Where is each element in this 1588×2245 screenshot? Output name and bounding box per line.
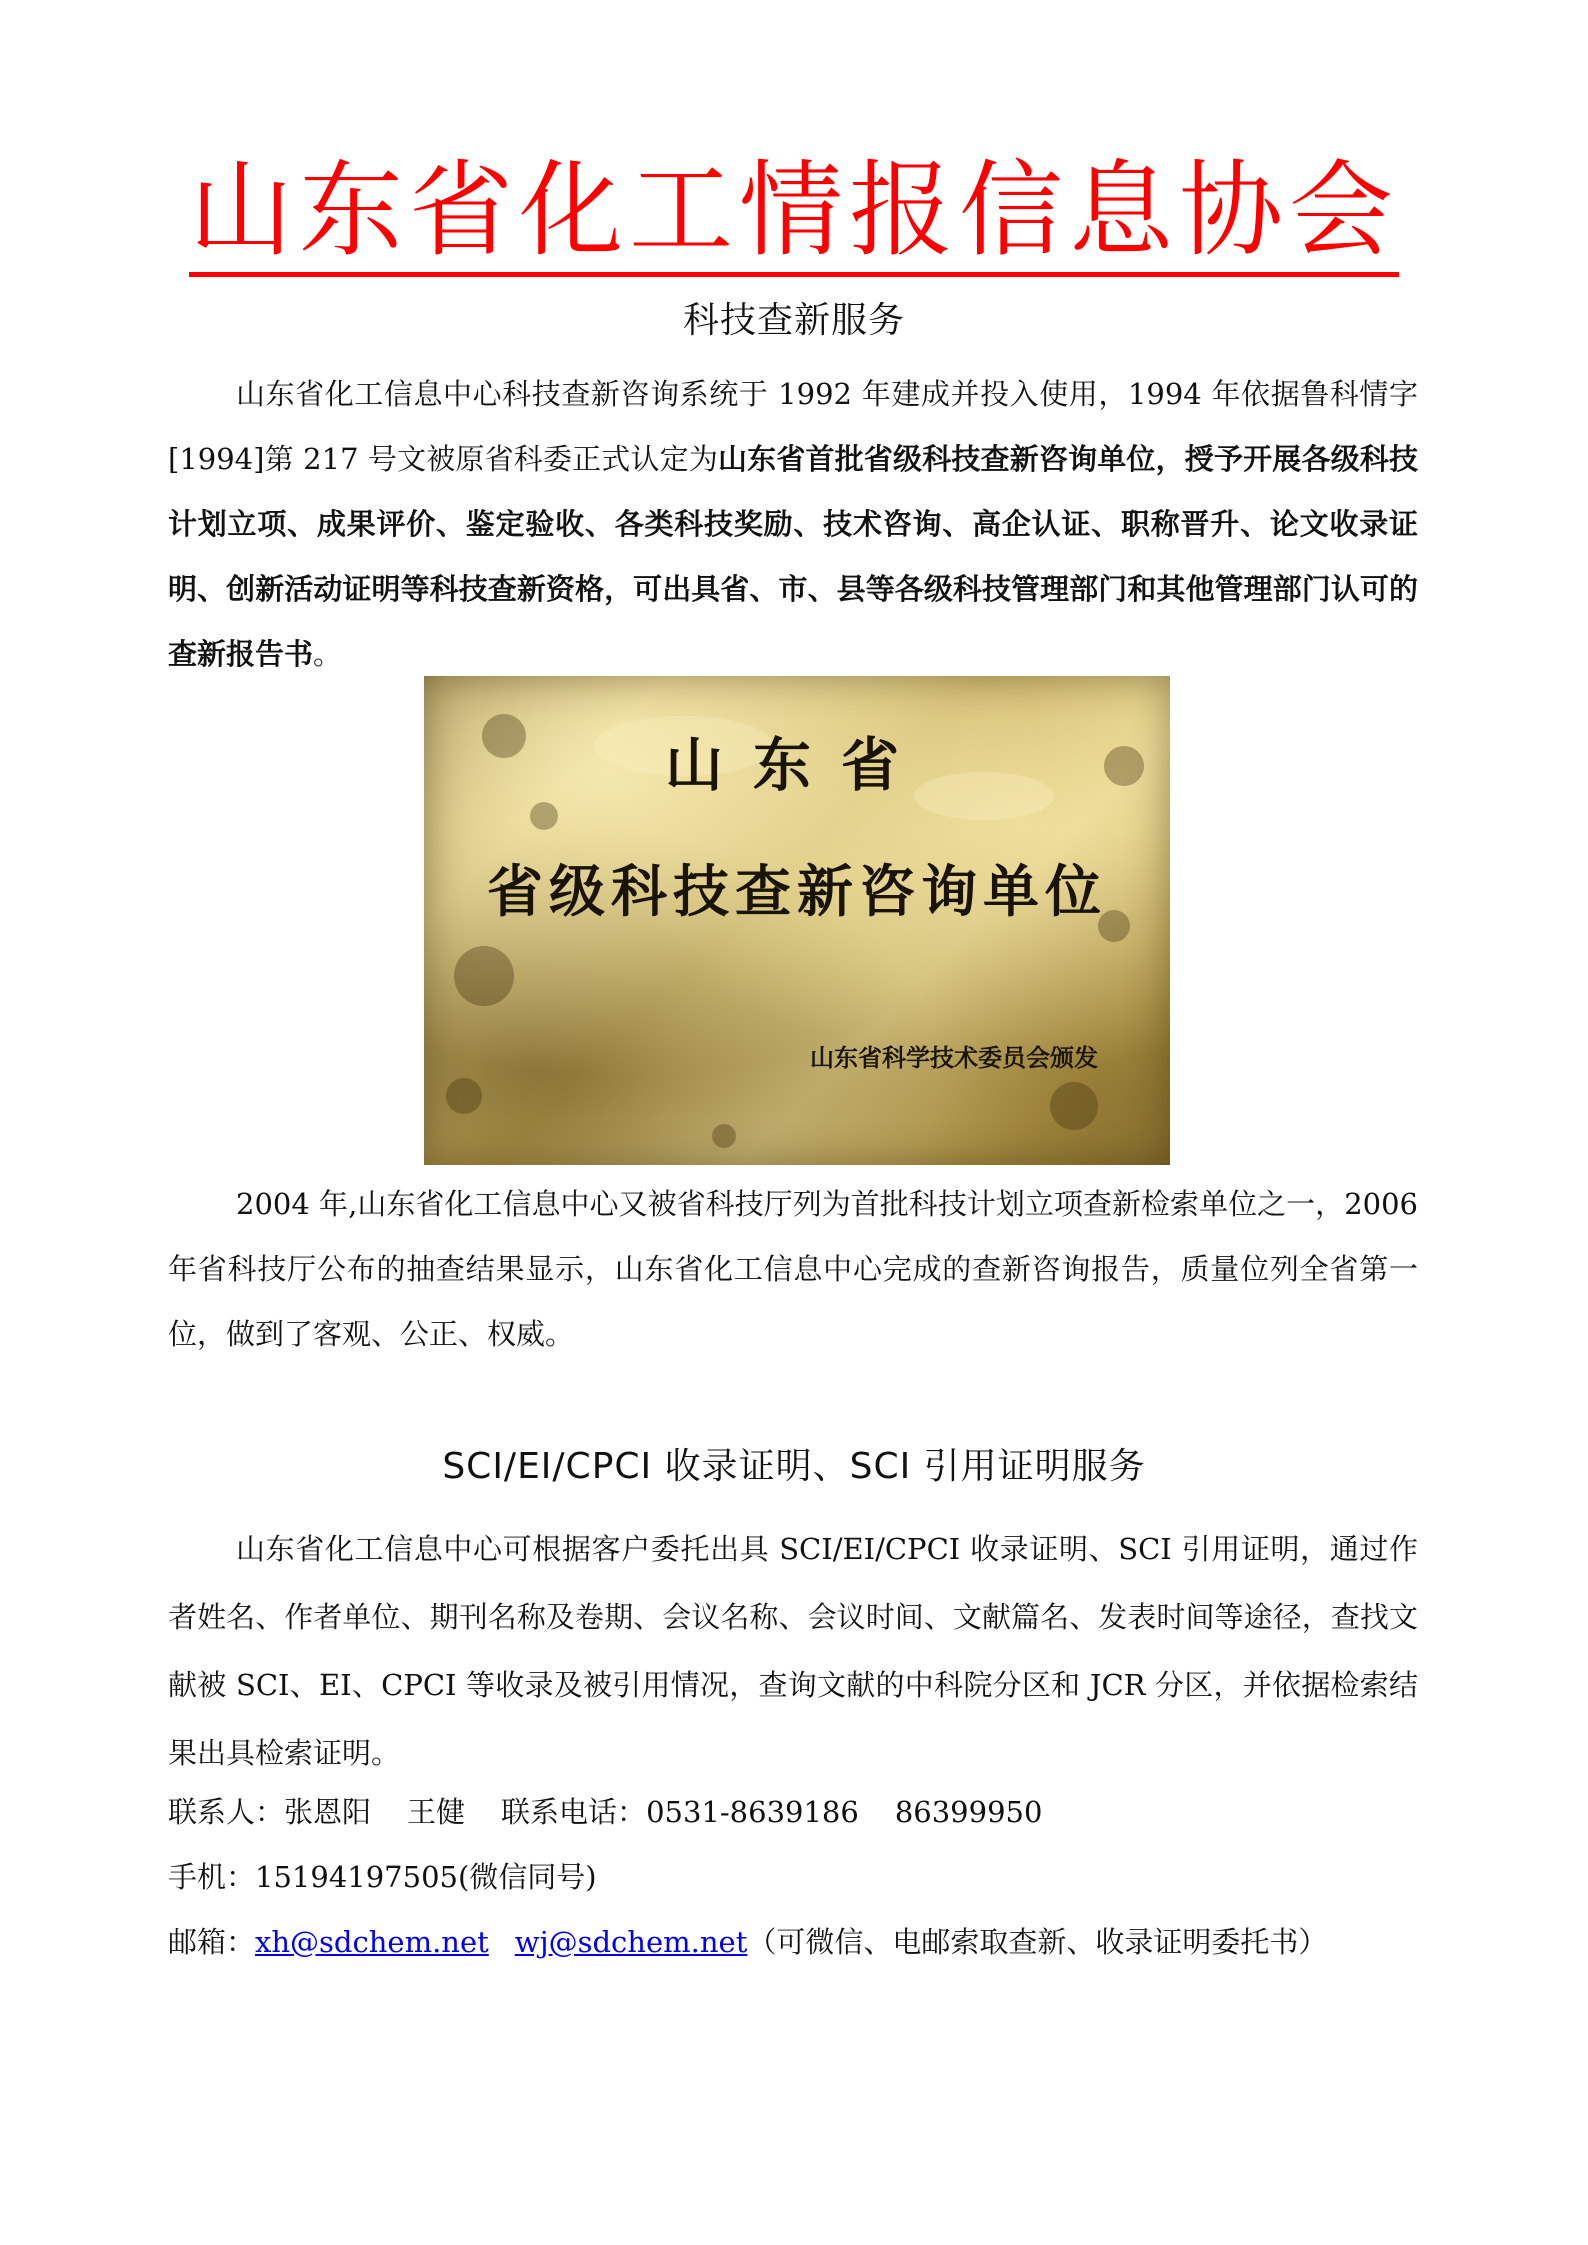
ranking-paragraph: 2004 年,山东省化工信息中心又被省科技厅列为首批科技计划立项查新检索单位之一，2006 年省科技厅公布的抽查结果显示，山东省化工信息中心完成的查新咨询报告，质量位列全省第一位，做到了客观、公正、权威。: [168, 1187, 1418, 1351]
contact-person-2: 王健: [407, 1795, 466, 1829]
intro-end-punct: 。: [313, 637, 343, 671]
section-title-citation-service: SCI/EI/CPCI 收录证明、SCI 引用证明服务: [442, 1446, 1146, 1487]
page-title: [0, 150, 1588, 277]
citation-service-paragraph: 山东省化工信息中心可根据客户委托出具 SCI/EI/CPCI 收录证明、SCI 引用证明，通过作者姓名、作者单位、期刊名称及卷期、会议名称、会议时间、文献篇名、发表时间等途径，查找文献被 SCI、EI、CPCI 等收录及被引用情况，查询文献的中科院分区和 JCR 分区，并依据检索结果出具检索证明。: [168, 1532, 1418, 1770]
contact-mobile-label: 手机：: [168, 1860, 256, 1894]
contact-people-line: [168, 1790, 1418, 1834]
section-title-novelty-search: 科技查新服务: [682, 300, 905, 341]
page-title-text: 山东省化工情报信息协会: [189, 152, 1399, 277]
contact-mobile: 15194197505(微信同号): [255, 1860, 597, 1894]
email-link-xh[interactable]: xh@sdchem.net: [255, 1925, 489, 1959]
contact-phone-label: 联系电话：: [501, 1795, 647, 1829]
contact-email-label: 邮箱：: [168, 1925, 256, 1959]
certification-plaque-photo: [424, 676, 1170, 1165]
plaque-unit-text: 省级科技查新咨询单位: [487, 860, 1107, 925]
email-link-wj[interactable]: wj@sdchem.net: [514, 1925, 748, 1959]
contact-people-label: 联系人：: [168, 1795, 285, 1829]
intro-bold-text: 山东省首批省级科技查新咨询单位，授予开展各级科技计划立项、成果评价、鉴定验收、各类科技奖励、技术咨询、高企认证、职称晋升、论文收录证明、创新活动证明等科技查新资格，可出具省、市、县等各级科技管理部门和其他管理部门认可的查新报告书: [168, 442, 1418, 671]
plaque-issuer-text: 山东省科学技术委员会颁发: [810, 1044, 1098, 1072]
novelty-search-intro-paragraph: [168, 362, 1418, 687]
contact-phone-1: 0531-8639186: [646, 1795, 859, 1829]
contact-mobile-line: [168, 1855, 1418, 1899]
contact-person-1: 张恩阳: [284, 1795, 372, 1829]
intro-plain-text: 山东省化工信息中心科技查新咨询系统于 1992 年建成并投入使用，1994 年依据鲁科情字[1994]第 217 号文被原省科委正式认定为: [168, 377, 1418, 476]
contact-phone-2: 86399950: [894, 1795, 1043, 1829]
contact-email-note: （可微信、电邮索取查新、收录证明委托书）: [747, 1925, 1328, 1959]
plaque-province-text: 山东省: [664, 731, 929, 799]
contact-email-line: [168, 1920, 1418, 1964]
